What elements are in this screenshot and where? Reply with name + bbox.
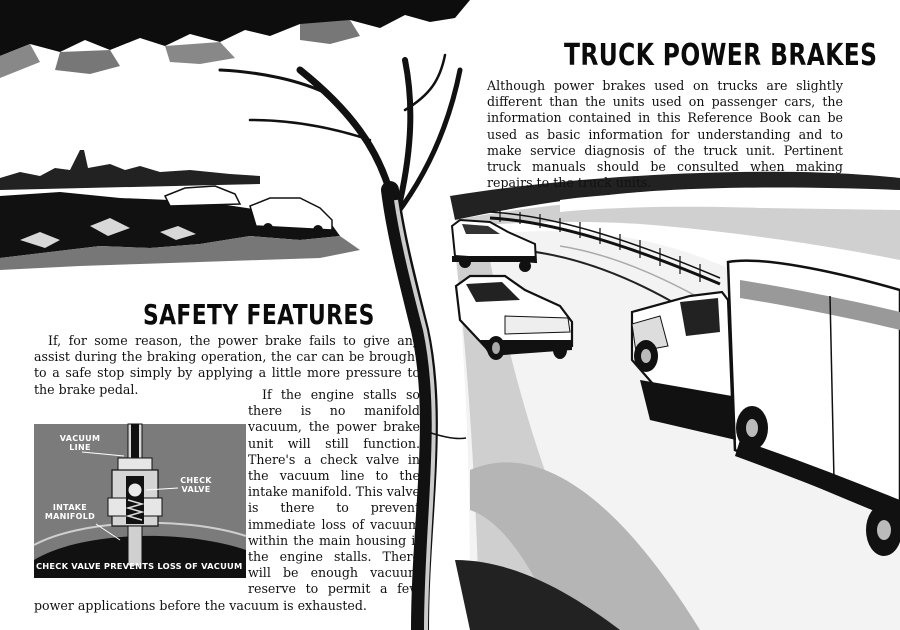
diagram-caption: CHECK VALVE PREVENTS LOSS OF VACUUM (36, 561, 243, 571)
intake-manifold-label-line-1: INTAKE (52, 503, 88, 512)
skyline (0, 150, 260, 190)
vacuum-line-label (50, 434, 110, 452)
truck-power-brakes-heading: TRUCK POWER BRAKES (564, 38, 878, 73)
tree-foliage (0, 0, 470, 78)
safety-features-paragraph-1: If, for some reason, the power brake fails to give any assist during the braking operation, the car can be brought to a safe stop simply by applying a little more pressure to the brake pedal. (34, 333, 420, 397)
safety-features-heading: SAFETY FEATURES (143, 298, 375, 331)
check-valve-label-line-2: VALVE (181, 485, 211, 494)
intake-manifold-label-line-2: MANIFOLD (44, 512, 96, 521)
vacuum-line-label-line-2: LINE (69, 443, 91, 452)
vacuum-line-label-line-1: VACUUM (59, 434, 101, 443)
truck-power-brakes-paragraph: Although power brakes used on trucks are slightly different than the units used on passenger cars, the information contained in this Reference Book can be used as basic information for understanding and to make service diagnosis of the truck unit. Pertinent truck manuals should be consulted when making repairs to the truck units. (487, 78, 843, 191)
safety-features-paragraph-2 (34, 387, 420, 614)
check-valve-label-line-1: CHECK (180, 476, 212, 485)
check-valve-label (176, 476, 216, 494)
safety-features-paragraph-2-text: If the engine stalls so there is no manifold vacuum, the power brake unit will still function. There's a check valve in the vacuum line to the intake manifold. This valve is there to prevent immediate loss of vacuum within the main housing if the engine stalls. There will be enough vacuum reserve to permit a few power applications before the vacuum is exhausted. (34, 387, 420, 613)
intake-manifold-label (40, 503, 100, 521)
